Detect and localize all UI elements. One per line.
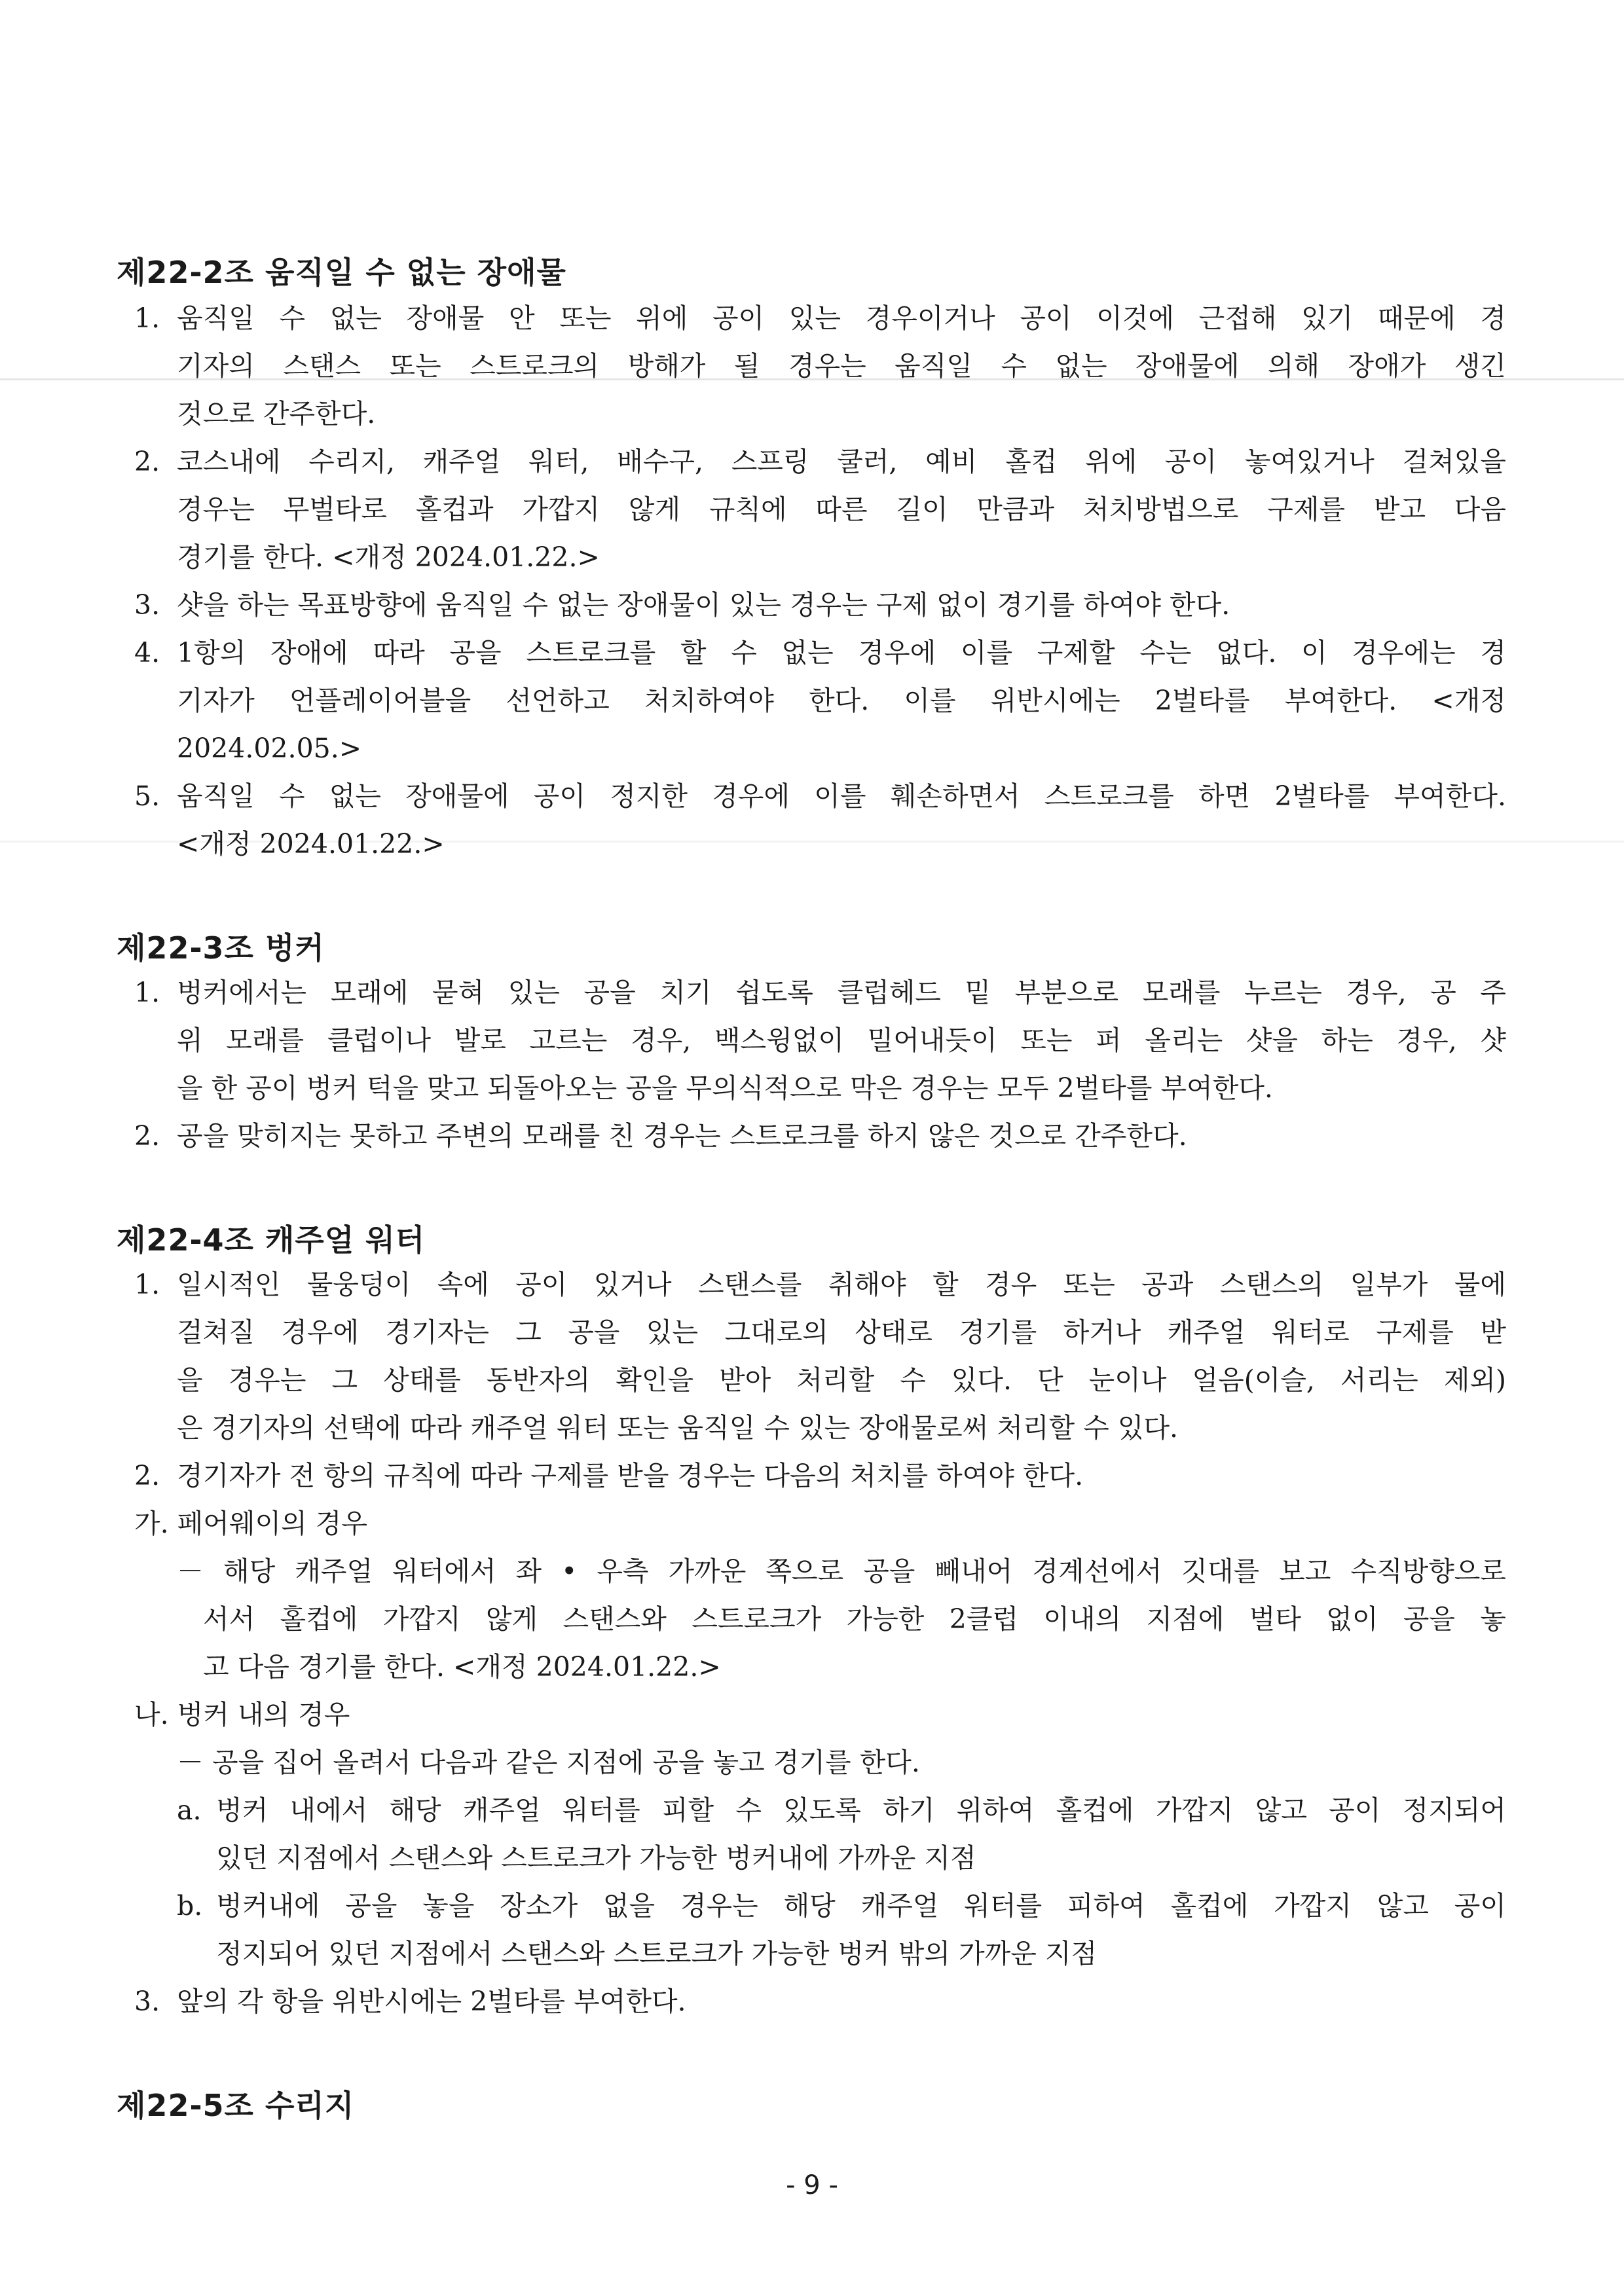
item-text-line: 일시적인 물웅덩이 속에 공이 있거나 스탠스를 취해야 할 경우 또는 공과 스탠스의 일부가 물에 (177, 1269, 1506, 1300)
section-heading-22-4: 제22-4조 캐주얼 워터 (117, 1222, 426, 1258)
item-number: 1. (134, 977, 160, 1008)
item-text-line: 벙커에서는 모래에 묻혀 있는 공을 치기 쉽도록 클럽헤드 밑 부분으로 모래를 누르는 경우, 공 주 (177, 977, 1506, 1008)
item-text-line: 은 경기자의 선택에 따라 캐주얼 워터 또는 움직일 수 있는 장애물로써 처리할 수 있다. (177, 1412, 1179, 1444)
item-text-line: <개정 2024.01.22.> (177, 828, 445, 860)
item-number: 5. (134, 780, 160, 812)
item-number: 3. (134, 589, 160, 621)
item-text-line: 경우는 무벌타로 홀컵과 가깝지 않게 규칙에 따른 길이 만큼과 처치방법으로 구제를 받고 다음 (177, 494, 1506, 525)
item-text-line: 경기자가 전 항의 규칙에 따라 구제를 받을 경우는 다음의 처치를 하여야 한다. (177, 1460, 1084, 1491)
item-number: 2. (134, 1460, 160, 1491)
item-text-line: 을 경우는 그 상태를 동반자의 확인을 받아 처리할 수 있다. 단 눈이나 얼음(이슬, 서리는 제외) (177, 1364, 1506, 1396)
item-text-line: 것으로 간주한다. (177, 398, 376, 429)
dash-item-line: 고 다음 경기를 한다. <개정 2024.01.22.> (203, 1651, 721, 1683)
item-text-line: 기자가 언플레이어블을 선언하고 처치하여야 한다. 이를 위반시에는 2벌타를 부여한다. <개정 (177, 685, 1506, 716)
item-number: 1. (134, 302, 160, 334)
sub-item-heading: 나. 벙커 내의 경우 (134, 1699, 350, 1730)
item-number: 2. (134, 1120, 160, 1152)
alpha-item-line: 벙커내에 공을 놓을 장소가 없을 경우는 해당 캐주얼 워터를 피하여 홀컵에 가깝지 않고 공이 (216, 1890, 1506, 1922)
section-heading-22-2: 제22-2조 움직일 수 없는 장애물 (117, 255, 566, 290)
item-number: 1. (134, 1269, 160, 1300)
item-text-line: 공을 맞히지는 못하고 주변의 모래를 친 경우는 스트로크를 하지 않은 것으로 간주한다. (177, 1120, 1187, 1152)
item-text-line: 2024.02.05.> (177, 733, 362, 764)
item-text-line: 을 한 공이 벙커 턱을 맞고 되돌아오는 공을 무의식적으로 막은 경우는 모두 2벌타를 부여한다. (177, 1072, 1273, 1104)
alpha-item-line: 벙커 내에서 해당 캐주얼 워터를 피할 수 있도록 하기 위하여 홀컵에 가깝지 않고 공이 정지되어 (216, 1795, 1506, 1826)
item-number: 4. (134, 637, 160, 668)
alpha-item-line: 정지되어 있던 지점에서 스탠스와 스트로크가 가능한 벙커 밖의 가까운 지점 (216, 1938, 1098, 1969)
dash-item-line: － 공을 집어 올려서 다음과 같은 지점에 공을 놓고 경기를 한다. (177, 1747, 920, 1778)
alpha-item-line: 있던 지점에서 스탠스와 스트로크가 가능한 벙커내에 가까운 지점 (216, 1842, 976, 1874)
item-text-line: 움직일 수 없는 장애물 안 또는 위에 공이 있는 경우이거나 공이 이것에 근접해 있기 때문에 경 (177, 302, 1506, 334)
dash-item-line: 서서 홀컵에 가깝지 않게 스탠스와 스트로크가 가능한 2클럽 이내의 지점에 벌타 없이 공을 놓 (203, 1603, 1506, 1635)
item-text-line: 코스내에 수리지, 캐주얼 워터, 배수구, 스프링 쿨러, 예비 홀컵 위에 공이 놓여있거나 걸쳐있을 (177, 446, 1506, 477)
alpha-item-marker: b. (177, 1890, 203, 1922)
item-text-line: 앞의 각 항을 위반시에는 2벌타를 부여한다. (177, 1986, 686, 2017)
sub-item-heading: 가. 페어웨이의 경우 (134, 1508, 367, 1539)
item-number: 3. (134, 1986, 160, 2017)
item-text-line: 1항의 장애에 따라 공을 스트로크를 할 수 없는 경우에 이를 구제할 수는 없다. 이 경우에는 경 (177, 637, 1506, 668)
item-text-line: 기자의 스탠스 또는 스트로크의 방해가 될 경우는 움직일 수 없는 장애물에 의해 장애가 생긴 (177, 350, 1506, 382)
item-text-line: 경기를 한다. <개정 2024.01.22.> (177, 541, 600, 573)
dash-item-line: － 해당 캐주얼 워터에서 좌 • 우측 가까운 쪽으로 공을 빼내어 경계선에서 깃대를 보고 수직방향으로 (177, 1556, 1506, 1587)
section-heading-22-3: 제22-3조 벙커 (117, 930, 325, 966)
page-number: - 9 - (786, 2170, 838, 2200)
alpha-item-marker: a. (177, 1795, 202, 1826)
item-number: 2. (134, 446, 160, 477)
section-heading-22-5: 제22-5조 수리지 (117, 2088, 355, 2123)
item-text-line: 움직일 수 없는 장애물에 공이 정지한 경우에 이를 훼손하면서 스트로크를 하면 2벌타를 부여한다. (177, 780, 1506, 812)
item-text-line: 위 모래를 클럽이나 발로 고르는 경우, 백스윙없이 밀어내듯이 또는 퍼 올리는 샷을 하는 경우, 샷 (177, 1025, 1506, 1056)
item-text-line: 샷을 하는 목표방향에 움직일 수 없는 장애물이 있는 경우는 구제 없이 경기를 하여야 한다. (177, 589, 1230, 621)
item-text-line: 걸쳐질 경우에 경기자는 그 공을 있는 그대로의 상태로 경기를 하거나 캐주얼 워터로 구제를 받 (177, 1317, 1506, 1348)
